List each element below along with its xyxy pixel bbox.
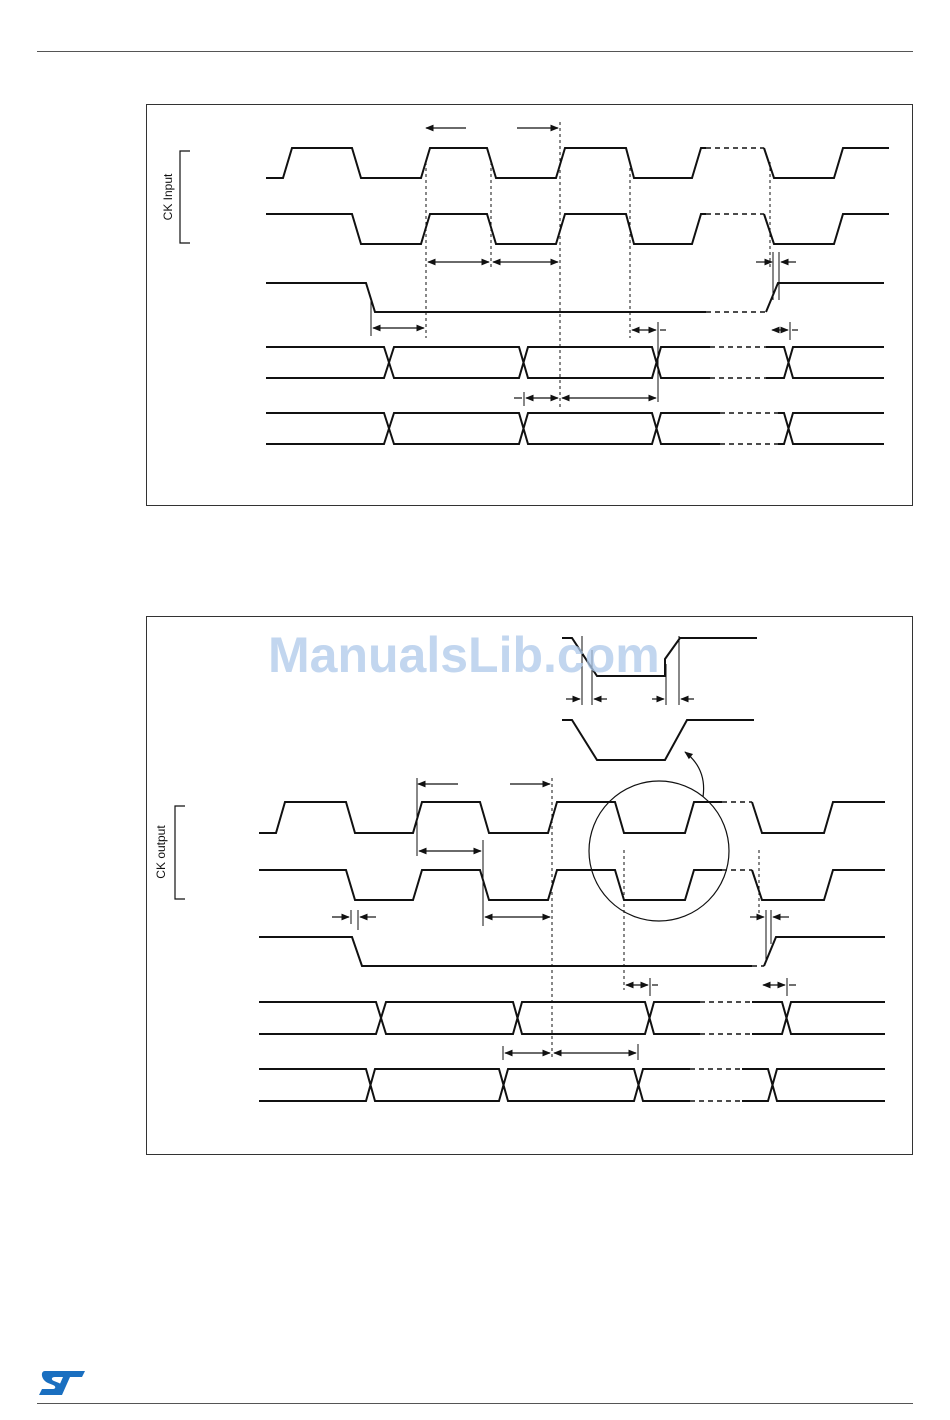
top-ctrl-wave	[266, 283, 706, 312]
bottom-bracket	[175, 806, 185, 899]
top-ck1-wave	[266, 148, 706, 178]
st-logo-icon	[37, 1368, 87, 1398]
bottom-data1-wave	[259, 1002, 700, 1034]
top-ck1-wave-b	[764, 148, 889, 178]
watermark-text: ManualsLib.com	[268, 627, 660, 683]
bottom-ck1-wave	[259, 802, 722, 833]
top-ck2-wave	[266, 214, 706, 244]
bottom-ctrl-wave	[259, 937, 752, 966]
bottom-ck2-wave	[259, 870, 722, 900]
top-bracket	[180, 151, 190, 243]
top-bracket-label: CK Input	[161, 173, 175, 221]
top-data1-wave	[266, 347, 710, 378]
bottom-waveforms	[259, 802, 885, 1101]
top-ck2-wave-b	[764, 214, 889, 244]
top-ctrl-wave-b	[766, 283, 884, 312]
top-data2-wave	[266, 413, 720, 444]
top-waveforms	[266, 148, 889, 444]
bottom-bracket-label: CK output	[154, 825, 168, 879]
bottom-data2-wave	[259, 1069, 690, 1101]
